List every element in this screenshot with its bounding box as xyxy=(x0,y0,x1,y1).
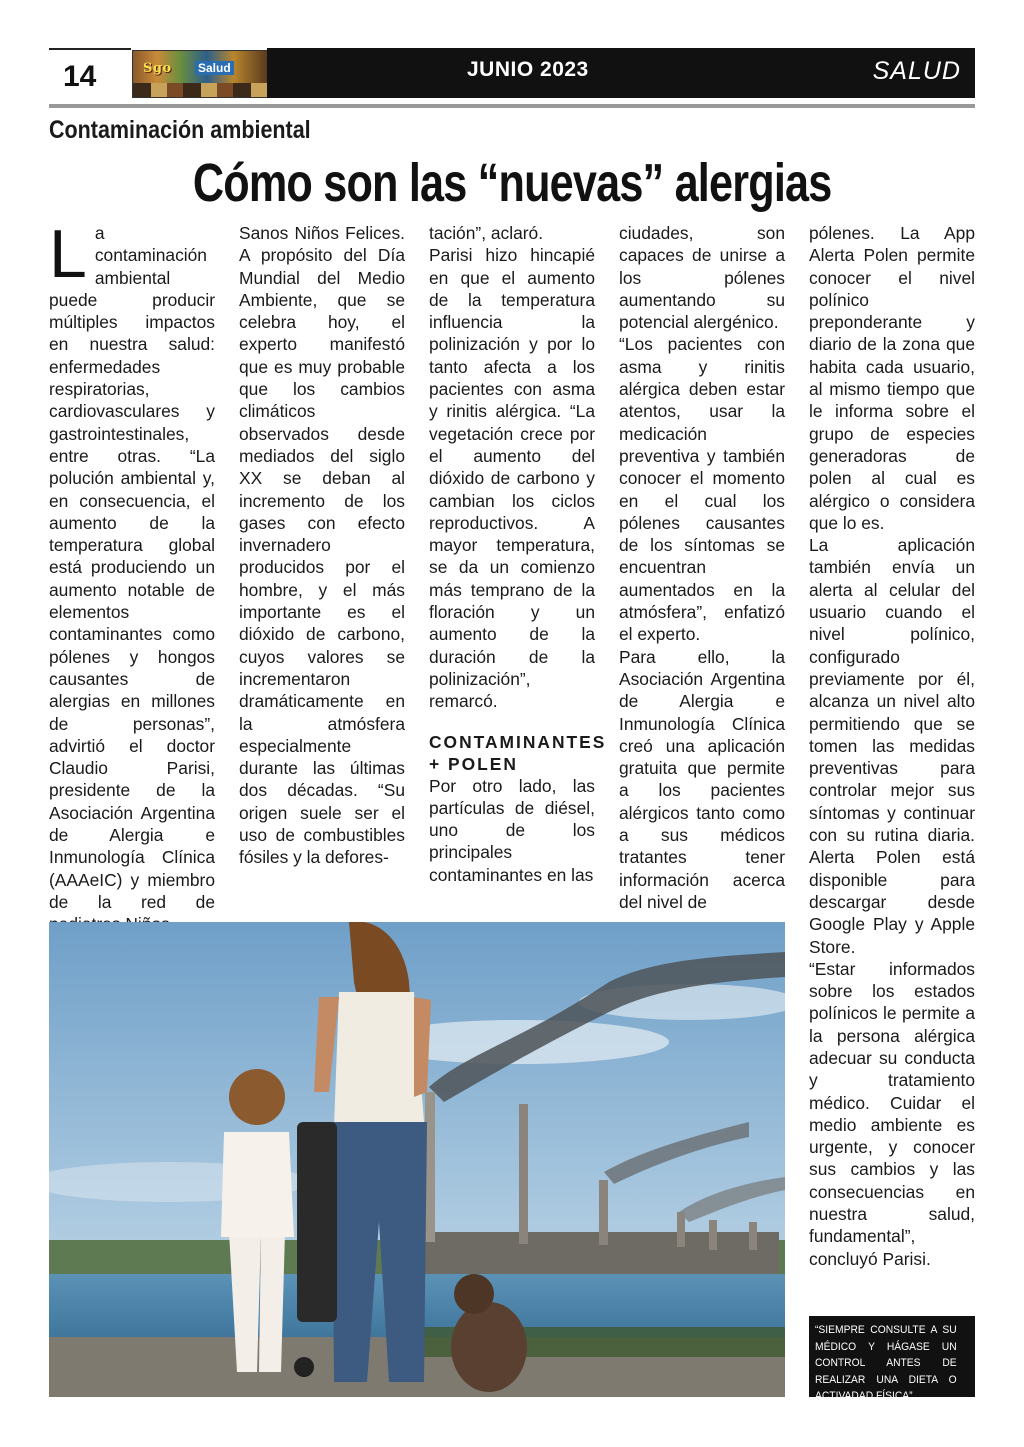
section-name: SALUD xyxy=(872,57,961,85)
dog-head xyxy=(454,1274,494,1314)
article-column-2 xyxy=(239,222,405,869)
column-5-paragraph-2: La aplicación también envía un alerta al celular del usuario cuando el nivel polínico, configurado previamente por él, alcanza un nivel alto permitiendo que se tomen las medidas preventivas para controlar mejor sus síntomas y continuar con su rutina diaria. Alerta Polen está disponible para descargar desde Google Play y Apple Store. xyxy=(809,535,975,957)
photo-illustration xyxy=(49,922,785,1397)
headline-text: Cómo son las “nuevas” alergias xyxy=(192,153,832,213)
girl-shirt xyxy=(221,1132,294,1237)
chimney xyxy=(677,1212,685,1247)
issue-date: JUNIO 2023 xyxy=(467,58,589,81)
publication-logo xyxy=(132,50,268,98)
logo-photo-strip xyxy=(133,83,267,97)
page-header xyxy=(49,48,975,98)
girl-pants xyxy=(259,1232,285,1372)
quote-text: “SIEMPRE CONSULTE A SU MÉDICO Y HÁGASE UN CONTROL ANTES DE REALIZAR UNA DIETA O ACTIVADAD FÍSICA” xyxy=(815,1324,957,1402)
column-4-paragraph-2: “Los pacientes con asma y rinitis alérgica deben estar atentos, usar la medicación preventiva y también conocer el momento en el cual los pólenes causantes de los síntomas se encuentran aumentados en la atmósfera”, enfatizó el experto. xyxy=(619,334,785,645)
logo-subtext: Salud xyxy=(195,61,234,75)
article-column-4 xyxy=(619,222,785,913)
column-5-paragraph-3: “Estar informados sobre los estados polínicos le permite a la persona alérgica adecuar su conducta y tratamiento médico. Cuidar el medio ambiente es urgente, y conocer sus cambios y las consecuencias en nuestra salud, fundamental”, concluyó Parisi. xyxy=(809,958,975,1269)
header-bar xyxy=(267,48,975,98)
column-1-text: a contaminación ambiental puede producir múltiples impactos en nuestra salud: enfermedades respiratorias, cardiovasculares y gastrointestinales, entre otras. “La polución ambiental y, en consecuencia, el aumento de la temperatura global está produciendo un aumento notable de elementos contaminantes como pólenes y hongos causantes de alergias en millones de personas”, advirtió el doctor Claudio Parisi, presidente de la Asociación Argentina de Alergia e Inmunología Clínica (AAAeIC) y miembro de la red de xyxy=(49,223,215,912)
woman-top xyxy=(334,992,424,1127)
dog xyxy=(451,1302,527,1392)
column-4-paragraph-3: Para ello, la Asociación Argentina de Alergia e Inmunología Clínica creó una aplicación gratuita que permite a los pacientes alérgicos tanto como a sus médicos tratantes tener información acerca del nivel de xyxy=(619,646,785,912)
chimney xyxy=(519,1104,528,1244)
column-3-paragraph-2: Parisi hizo hincapié en que el aumento de la temperatura influencia la polinización y por lo tanto afecta a los pacientes con asma y rinitis alérgica. “La vegetación crece por el aumento del dióxido de carbono y cambian los ciclos reproductivos. A mayor temperatura, se da un comienzo más temprano de la floración y un aumento de la duración de la polinización”, remarcó. xyxy=(429,245,595,712)
column-5-paragraph-1: pólenes. La App Alerta Polen permite conocer el nivel polínico preponderante y diario de la zona que habita cada usuario, al mismo tiempo que le informa sobre el grupo de especies generadoras de polen al cual es alérgico o considera que lo es. xyxy=(809,223,975,533)
drop-cap: L xyxy=(49,216,87,292)
section-subhead: CONTAMINANTES + POLEN xyxy=(429,731,607,774)
column-2-text: Sanos Niños Felices. A propósito del Día Mundial del Medio Ambiente, que se celebra hoy, el experto manifestó que es muy probable que los cambios climáticos observados desde mediados del siglo XX se deban al incremento de los gases con efecto invernadero producidos por el hombre, y el más importante es el dióxido de carbono, cuyos valores se incrementaron dramáticamente en la atmósfera especialmente durante las últimas dos décadas. “Su origen suele ser el uso de combustibles fósiles y la defores- xyxy=(239,223,405,868)
article-kicker: Contaminación ambiental xyxy=(49,116,311,144)
article-photo xyxy=(49,922,785,1397)
stroller-wheel xyxy=(294,1357,314,1377)
girl-hair xyxy=(229,1069,285,1125)
column-4-paragraph-1: ciudades, son capaces de unirse a los pólenes aumentando su potencial alergénico. xyxy=(619,223,785,333)
logo-text: Sgo xyxy=(143,61,172,76)
stroller xyxy=(297,1122,337,1322)
quote-box xyxy=(809,1316,975,1402)
chimney xyxy=(425,1092,435,1242)
article-headline xyxy=(0,152,1024,214)
column-3-paragraph-1: tación”, aclaró. xyxy=(429,223,544,243)
page-number: 14 xyxy=(63,60,97,93)
page-number-box xyxy=(49,48,131,100)
article-column-3 xyxy=(429,222,607,886)
article-column-1 xyxy=(49,216,215,936)
column-3-paragraph-3: Por otro lado, las partículas de diésel, uno de los principales contaminantes en las xyxy=(429,775,595,885)
header-rule xyxy=(49,104,975,108)
chimney xyxy=(599,1180,608,1245)
chimney xyxy=(709,1220,717,1250)
chimney xyxy=(749,1222,757,1250)
article-column-5 xyxy=(809,222,975,1270)
